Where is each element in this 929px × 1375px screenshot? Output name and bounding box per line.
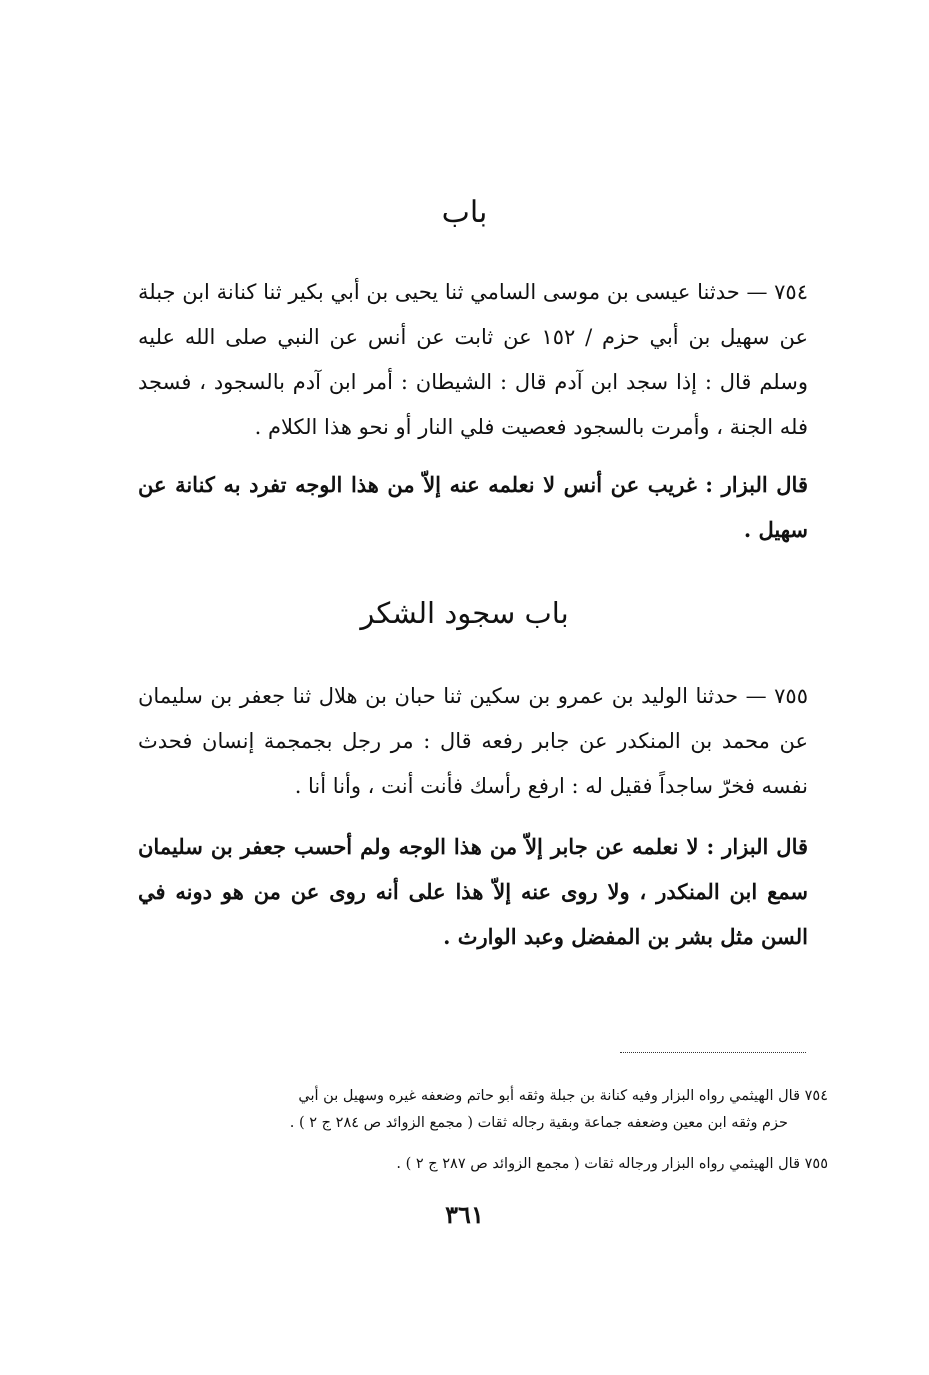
footnote-754-line-1: ٧٥٤ قال الهيثمي رواه البزار وفيه كنانة بن جبلة وثقه أبو حاتم وضعفه غيره وسهيل بن أبي <box>298 1088 828 1104</box>
footnote-755: ٧٥٥ قال الهيثمي رواه البزار ورجاله ثقات ( مجمع الزوائد ص ٢٨٧ ج ٢ ) . <box>396 1156 828 1172</box>
hadith-755-comment: قال البزار : لا نعلمه عن جابر إلاّ من هذا الوجه ولم أحسب جعفر بن سليمان سمع ابن المنكدر ، ولا روى عنه إلاّ هذا على أنه روى عن من هو دونه في السن مثل بشر بن المفضل وعبد الوارث . <box>138 834 808 949</box>
section-heading-bab: باب <box>441 195 488 230</box>
footnote-754-line-2: حزم وثقه ابن معين وضعفه جماعة وبقية رجاله ثقات ( مجمع الزوائد ص ٢٨٤ ج ٢ ) . <box>289 1115 788 1131</box>
footnote-separator <box>620 1052 806 1053</box>
page-number: ٣٦١ <box>445 1200 484 1229</box>
hadith-755-text: ٧٥٥ — حدثنا الوليد بن عمرو بن سكين ثنا حبان بن هلال ثنا جعفر بن سليمان عن محمد بن المنكدر عن جابر رفعه قال : مر رجل بجمجمة إنسان فحدث نفسه فخرّ ساجداً فقيل له : ارفع رأسك فأنت أنت ، وأنا أنا . <box>138 684 808 798</box>
hadith-754-text: ٧٥٤ — حدثنا عيسى بن موسى السامي ثنا يحيى بن أبي بكير ثنا كنانة ابن جبلة عن سهيل بن أبي حزم / ١٥٢ عن ثابت عن أنس عن النبي صلى الله عليه وسلم قال : إذا سجد ابن آدم قال : الشيطان : أمر ابن آدم بالسجود ، فسجد فله الجنة ، وأمرت بالسجود فعصيت فلي النار أو نحو هذا الكلام . <box>138 280 808 439</box>
section-heading-sujud-shukr: باب سجود الشكر <box>360 596 569 630</box>
hadith-754-comment: قال البزار : غريب عن أنس لا نعلمه عنه إلاّ من هذا الوجه تفرد به كنانة عن سهيل . <box>138 472 808 542</box>
